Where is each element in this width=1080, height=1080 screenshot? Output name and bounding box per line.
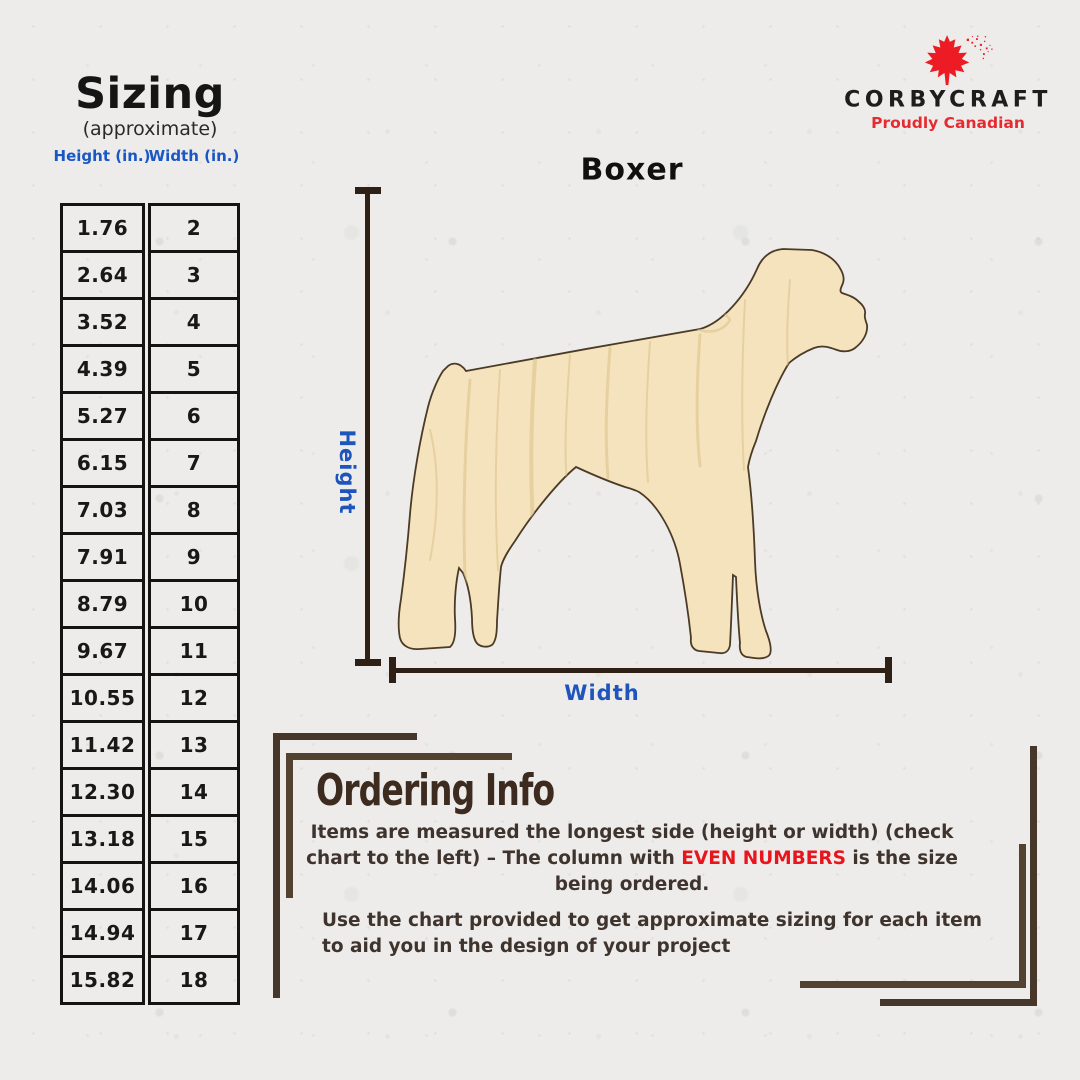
height-measure-cap-bottom <box>355 659 381 666</box>
size-table-width-column <box>148 203 240 1005</box>
height-measure-cap-top <box>355 187 381 194</box>
table-cell: 15.82 <box>60 955 145 1005</box>
column-header-height: Height (in.) <box>53 147 151 165</box>
table-cell: 7.03 <box>60 485 145 535</box>
table-cell: 14.94 <box>60 908 145 958</box>
table-cell: 17 <box>148 908 240 958</box>
table-cell: 15 <box>148 814 240 864</box>
table-cell: 11.42 <box>60 720 145 770</box>
table-cell: 8 <box>148 485 240 535</box>
table-cell: 14.06 <box>60 861 145 911</box>
table-cell: 7.91 <box>60 532 145 582</box>
table-cell: 10 <box>148 579 240 629</box>
product-title: Boxer <box>580 152 684 188</box>
table-cell: 8.79 <box>60 579 145 629</box>
table-cell: 3.52 <box>60 297 145 347</box>
table-cell: 10.55 <box>60 673 145 723</box>
table-cell: 13 <box>148 720 240 770</box>
boxer-cutout-image <box>390 240 870 665</box>
brand-logo <box>912 33 1008 95</box>
width-measure-cap-right <box>885 657 892 683</box>
table-cell: 3 <box>148 250 240 300</box>
ordering-info-paragraph-2: Use the chart provided to get approximate sizing for each item to aid you in the design of your project <box>322 910 982 957</box>
sizing-subtitle: (approximate) <box>82 118 218 140</box>
sizing-title: Sizing <box>75 69 225 119</box>
table-cell: 5.27 <box>60 391 145 441</box>
table-cell: 2.64 <box>60 250 145 300</box>
width-measure-line <box>392 668 889 673</box>
table-cell: 2 <box>148 203 240 253</box>
ordering-info-paragraph-1 <box>298 820 966 898</box>
table-cell: 12 <box>148 673 240 723</box>
table-cell: 4.39 <box>60 344 145 394</box>
leaf-dissolve-dots <box>967 36 993 60</box>
table-cell: 12.30 <box>60 767 145 817</box>
even-numbers-highlight: EVEN NUMBERS <box>681 848 846 869</box>
table-cell: 1.76 <box>60 203 145 253</box>
table-cell: 4 <box>148 297 240 347</box>
brand-name: CORBYCRAFT <box>844 87 1052 113</box>
height-label: Height <box>335 429 359 515</box>
boxer-silhouette <box>399 249 868 658</box>
size-table-height-column <box>60 203 145 1005</box>
table-cell: 11 <box>148 626 240 676</box>
table-cell: 13.18 <box>60 814 145 864</box>
paragraph-1-text-after: is the size being ordered. <box>554 848 958 895</box>
maple-leaf-icon <box>912 33 1008 95</box>
table-cell: 18 <box>148 955 240 1005</box>
column-header-width: Width (in.) <box>148 147 240 165</box>
table-cell: 7 <box>148 438 240 488</box>
table-cell: 9 <box>148 532 240 582</box>
table-cell: 9.67 <box>60 626 145 676</box>
table-cell: 6.15 <box>60 438 145 488</box>
brand-tagline: Proudly Canadian <box>871 114 1025 132</box>
width-label: Width <box>564 681 640 705</box>
table-cell: 5 <box>148 344 240 394</box>
ordering-info-title: Ordering Info <box>316 766 555 817</box>
height-measure-line <box>365 190 370 663</box>
table-cell: 6 <box>148 391 240 441</box>
table-cell: 14 <box>148 767 240 817</box>
paragraph-1-text-before: Items are measured the longest side (height or width) (check chart to the left) – The column with <box>306 822 954 869</box>
table-cell: 16 <box>148 861 240 911</box>
